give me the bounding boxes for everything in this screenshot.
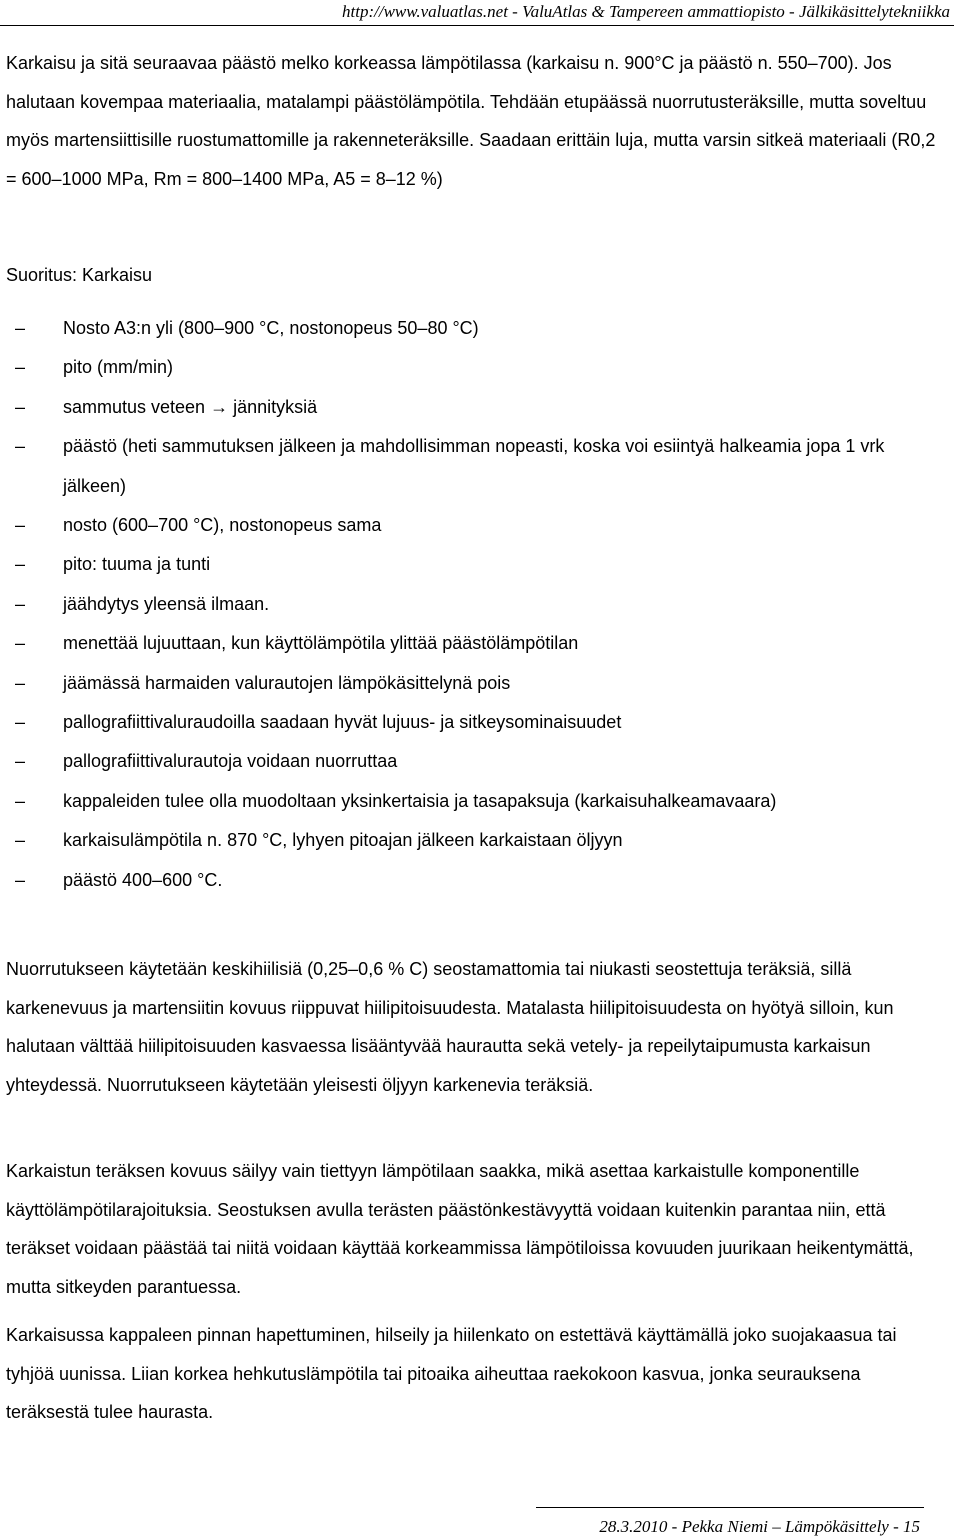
list-item	[0, 782, 950, 821]
bullet-dash: –	[14, 318, 25, 338]
body-paragraph-kovuus: Karkaistun teräksen kovuus säilyy vain tiettyyn lämpötilaan saakka, mikä asettaa karkaistulle komponentille käyttölämpötilarajoituksia. Seostuksen avulla terästen päästönkestävyyttä voidaan kuitenkin parantaa niin, että teräkset voidaan päästää tai niitä voidaan käyttää korkeammissa lämpötiloissa kovuuden juurikaan heikentymättä, mutta sitkeyden parantuessa.	[6, 1161, 914, 1297]
list-item-text: menettää lujuuttaan, kun käyttölämpötila ylittää päästölämpötilan	[63, 633, 579, 654]
list-item-text: päästö (heti sammutuksen jälkeen ja mahdollisimman nopeasti, koska voi esiintyä halkeamia jopa 1 vrk jälkeen)	[63, 436, 885, 496]
bullet-dash: –	[14, 357, 25, 378]
list-item-text: kappaleiden tulee olla muodoltaan yksinkertaisia ja tasapaksuja (karkaisuhalkeamavaara)	[63, 790, 777, 811]
list-item-text: nosto (600–700 °C), nostonopeus sama	[63, 515, 382, 536]
list-item	[0, 703, 950, 742]
list-item-text: jäämässä harmaiden valurautojen lämpökäsittelynä pois	[63, 672, 511, 693]
intro-paragraph: Karkaisu ja sitä seuraavaa päästö melko korkeassa lämpötilassa (karkaisu n. 900°C ja päästö n. 550–700). Jos halutaan kovempaa materiaalia, matalampi päästölämpötila. Tehdään etupäässä nuorrutusteräksille, mutta soveltuu myös martensiittisille ruostumattomille ja rakenneteräksille. Saadaan erittäin luja, mutta varsin sitkeä materiaali (R0,2 = 600–1000 MPa, Rm = 800–1400 MPa, A5 = 8–12 %)	[6, 53, 936, 189]
list-item-text: pito: tuuma ja tunti	[63, 554, 211, 575]
list-item	[0, 348, 950, 387]
list-item	[0, 664, 950, 703]
list-item	[0, 388, 950, 427]
list-item	[0, 585, 950, 624]
header-divider	[0, 25, 954, 26]
page-footer: 28.3.2010 - Pekka Niemi – Lämpökäsittely - 15	[599, 1517, 920, 1536]
bullet-dash: –	[14, 672, 25, 693]
bullet-dash: –	[14, 554, 25, 575]
list-item	[0, 427, 950, 506]
procedure-list	[0, 309, 950, 900]
list-item	[0, 624, 950, 663]
list-item-text: jäähdytys yleensä ilmaan.	[63, 593, 270, 614]
list-item-text: sammutus veteen → jännityksiä	[63, 396, 318, 417]
list-item-text: pallografiittivalurautoja voidaan nuorruttaa	[63, 751, 398, 772]
bullet-dash: –	[14, 712, 25, 733]
bullet-dash: –	[14, 515, 25, 536]
list-item	[0, 545, 950, 584]
body-paragraph-hapettuminen: Karkaisussa kappaleen pinnan hapettuminen, hilseily ja hiilenkato on estettävä käyttämällä joko suojakaasua tai tyhjöä uunissa. Liian korkea hehkutuslämpötila tai pitoaika aiheuttaa raekokoon kasvua, jonka seurauksena teräksestä tulee haurasta.	[6, 1325, 897, 1422]
running-header: http://www.valuatlas.net - ValuAtlas & Tampereen ammattiopisto - Jälkikäsittelytekniikka	[342, 2, 950, 21]
section-heading: Suoritus: Karkaisu	[6, 265, 153, 285]
list-item-text: Nosto A3:n yli (800–900 °C, nostonopeus 50–80 °C)	[63, 318, 479, 338]
list-item-text: pallografiittivaluraudoilla saadaan hyvät lujuus- ja sitkeysominaisuudet	[63, 712, 622, 733]
body-paragraph-nuorrutus: Nuorrutukseen käytetään keskihiilisiä (0,25–0,6 % C) seostamattomia tai niukasti seostettuja teräksiä, sillä karkenevuus ja martensiitin kovuus riippuvat hiilipitoisuudesta. Matalasta hiilipitoisuudesta on hyötyä silloin, kun halutaan välttää hiilipitoisuuden kasvaessa lisääntyvää haurautta sekä vetely- ja repeilytaipumusta karkaisun yhteydessä. Nuorrutukseen käytetään yleisesti öljyyn karkenevia teräksiä.	[6, 959, 894, 1095]
list-item-text: pito (mm/min)	[63, 357, 174, 378]
bullet-dash: –	[14, 830, 25, 851]
list-item	[0, 506, 950, 545]
bullet-dash: –	[14, 790, 25, 811]
bullet-dash: –	[14, 436, 25, 457]
list-item	[0, 861, 950, 900]
bullet-dash: –	[14, 869, 25, 890]
bullet-dash: –	[14, 593, 25, 614]
bullet-dash: –	[14, 633, 25, 654]
list-item	[0, 821, 950, 860]
bullet-dash: –	[14, 751, 25, 772]
footer-divider	[536, 1507, 924, 1508]
list-item-text: karkaisulämpötila n. 870 °C, lyhyen pitoajan jälkeen karkaistaan öljyyn	[63, 830, 623, 851]
list-item-text: päästö 400–600 °C.	[63, 869, 223, 890]
list-item	[0, 309, 950, 348]
list-item	[0, 742, 950, 781]
bullet-dash: –	[14, 396, 25, 417]
